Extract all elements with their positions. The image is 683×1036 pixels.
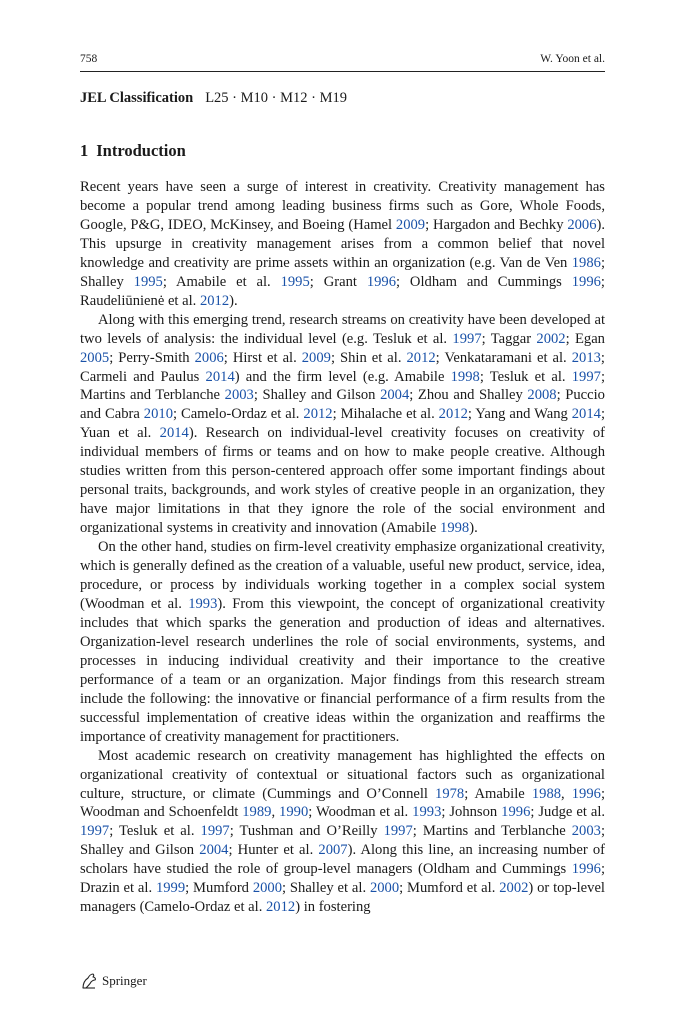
citation-year-link[interactable]: 2004: [380, 387, 410, 404]
paragraph: [80, 747, 605, 918]
citation-year-link[interactable]: 2009: [395, 216, 426, 233]
citation-year-link[interactable]: 2004: [199, 842, 229, 859]
paragraph-text: ; Hargadon and Bechky: [425, 216, 568, 233]
section-title: Introduction: [96, 141, 186, 160]
paragraph-text: ; Egan: [565, 330, 605, 347]
citation-year-link[interactable]: 2012: [438, 406, 468, 423]
citation-year-link[interactable]: 1990: [279, 804, 309, 821]
citation-year-link[interactable]: 1998: [450, 368, 480, 385]
citation-year-link[interactable]: 2013: [571, 349, 601, 366]
citation-year-link[interactable]: 2000: [252, 880, 283, 897]
citation-year-link[interactable]: 2008: [527, 387, 557, 404]
citation-year-link[interactable]: 1993: [412, 804, 442, 821]
citation-year-link[interactable]: 1997: [200, 823, 230, 840]
paragraph-text: ; Grant: [309, 273, 367, 290]
citation-year-link[interactable]: 2014: [571, 406, 601, 423]
footer: [80, 972, 147, 990]
jel-codes: L25 · M10 · M12 · M19: [205, 90, 347, 106]
paragraph-text: ; Amabile: [464, 785, 532, 802]
section-number: 1: [80, 141, 89, 160]
paragraph-text: ; Yuan et al.: [80, 406, 605, 442]
citation-year-link[interactable]: 1996: [366, 273, 396, 290]
paragraph-text: ) in fostering: [295, 899, 371, 916]
paragraph-text: ; Puccio and Cabra: [80, 387, 605, 423]
citation-year-link[interactable]: 2014: [205, 368, 235, 385]
header-rule: [80, 71, 605, 72]
paragraph-text: ; Camelo-Ordaz et al.: [172, 406, 304, 423]
citation-year-link[interactable]: 1995: [280, 273, 310, 290]
citation-year-link[interactable]: 2010: [143, 406, 173, 423]
paragraph-text: ; Tesluk et al.: [109, 823, 201, 840]
paragraph-text: ; Yang and Wang: [467, 406, 572, 423]
paragraph-text: ; Shalley and Gilson: [253, 387, 381, 404]
citation-year-link[interactable]: 2002: [499, 880, 529, 897]
paragraph-text: ). Along this line, an increasing number of scholars have studied the role of group-level managers (Oldham and Cummings: [80, 842, 606, 878]
paragraph-text: ).: [469, 520, 478, 537]
paragraph-text: ; Mihalache et al.: [332, 406, 439, 423]
citation-year-link[interactable]: 2007: [318, 842, 348, 859]
citation-year-link[interactable]: 2002: [536, 330, 566, 347]
citation-year-link[interactable]: 1997: [452, 330, 482, 347]
paragraph-text: ,: [271, 804, 280, 821]
paragraph-text: ; Carmeli and Paulus: [80, 349, 605, 385]
paragraph-text: ; Amabile et al.: [162, 273, 281, 290]
paragraph-text: On the other hand, studies on firm-level creativity emphasize organizational creativity, which is generally defined as the creation of a valuable, useful new product, service, idea, procedure, or process by individuals working together in a complex social system (Woodman et al.: [80, 539, 605, 612]
paragraph-text: ; Raudeliūnienė et al.: [80, 273, 605, 309]
springer-horse-icon: [80, 972, 98, 990]
paragraph-text: Recent years have seen a surge of interest in creativity. Creativity management has become a popular trend among leading business firms such as Gore, Whole Foods, Google, P&G, IDEO, McKinsey, and Boeing (Hamel: [80, 179, 605, 233]
paragraph-text: ; Judge et al.: [530, 804, 606, 821]
paragraph-text: ; Mumford: [185, 880, 253, 897]
citation-year-link[interactable]: 2006: [567, 216, 597, 233]
citation-year-link[interactable]: 1988: [531, 785, 562, 802]
paragraph-text: ). Research on individual-level creativity focuses on creativity of individual members of firms or teams and on how to make people creative. Although studies written from this person-centered approach offer some important findings about personal traits, backgrounds, and work styles of creative people in an organization, they have major limitations in that they ignore the role of the social environment and organizational systems in creativity and innovation (Amabile: [80, 425, 605, 537]
citation-year-link[interactable]: 1986: [571, 254, 601, 271]
paragraph-text: ,: [561, 785, 572, 802]
paragraph-text: ; Oldham and Cummings: [396, 273, 572, 290]
citation-year-link[interactable]: 2012: [406, 349, 436, 366]
paragraph-text: ; Mumford et al.: [399, 880, 500, 897]
citation-year-link[interactable]: 2012: [199, 292, 230, 309]
paragraph-text: ; Martins and Terblanche: [412, 823, 572, 840]
paragraph-text: ; Woodman et al.: [308, 804, 413, 821]
paragraph-text: ; Shalley and Gilson: [80, 823, 605, 859]
paragraph-text: ; Tesluk et al.: [479, 368, 572, 385]
citation-year-link[interactable]: 1993: [188, 595, 218, 612]
paragraph-text: ). This upsurge in creativity management arises from a common belief that novel knowledge and creativity are prime assets within an organization (e.g. Van de Ven: [80, 216, 606, 271]
citation-year-link[interactable]: 2003: [571, 823, 601, 840]
paragraph: [80, 538, 605, 746]
citation-year-link[interactable]: 2005: [80, 349, 110, 366]
citation-year-link[interactable]: 2012: [303, 406, 333, 423]
paragraph-text: ) and the firm level (e.g. Amabile: [234, 368, 451, 385]
paragraph-text: ; Hirst et al.: [223, 349, 302, 366]
paragraph-text: ) or top-level managers (Camelo-Ordaz et al.: [80, 880, 605, 916]
citation-year-link[interactable]: 1997: [383, 823, 413, 840]
paragraph-text: ; Perry-Smith: [109, 349, 195, 366]
paragraph-text: ; Zhou and Shalley: [409, 387, 528, 404]
citation-year-link[interactable]: 1996: [571, 861, 601, 878]
paragraph-text: ; Shalley: [80, 254, 605, 290]
section-heading: [80, 141, 186, 161]
paragraph-text: ; Johnson: [441, 804, 502, 821]
citation-year-link[interactable]: 1989: [242, 804, 272, 821]
body-text: [80, 178, 605, 917]
paragraph-text: ; Drazin et al.: [80, 861, 605, 897]
paragraph-text: ; Tushman and O’Reilly: [229, 823, 384, 840]
citation-year-link[interactable]: 1997: [80, 823, 110, 840]
paragraph-text: ; Venkataramani et al.: [435, 349, 572, 366]
paragraph-text: ).: [229, 292, 238, 309]
jel-label: JEL Classification: [80, 90, 194, 106]
citation-year-link[interactable]: 2014: [159, 425, 189, 442]
paragraph-text: Along with this emerging trend, research streams on creativity have been developed at two levels of analysis: the individual level (e.g. Tesluk et al.: [80, 311, 605, 347]
paragraph-text: ; Hunter et al.: [228, 842, 319, 859]
page-number: 758: [80, 53, 98, 65]
citation-year-link[interactable]: 1996: [501, 804, 531, 821]
paragraph-text: ; Shin et al.: [330, 349, 407, 366]
paragraph-text: ; Woodman and Schoenfeldt: [80, 785, 605, 821]
paragraph-text: Most academic research on creativity management has highlighted the effects on organizational creativity of contextual or situational factors such as organizational culture, structure, or climate (Cummings and O’Connell: [80, 747, 605, 802]
paragraph: [80, 311, 605, 538]
paragraph: [80, 178, 605, 311]
jel-classification: [80, 90, 347, 107]
paragraph-text: ). From this viewpoint, the concept of organizational creativity includes that which sparks the generation and production of ideas and alternatives. Organization-level research underlines the role of social environments, systems, and processes in inducing individual creativity and their importance to the creative performance of a team or an organization. Major findings from this research stream include the following: the innovative or financial performance of a firm results from the successful implementation of creative ideas within the organization and reaffirms the importance of creativity management for practitioners.: [80, 595, 605, 745]
citation-year-link[interactable]: 2012: [266, 899, 296, 916]
citation-year-link[interactable]: 1996: [571, 785, 601, 802]
citation-year-link[interactable]: 2006: [194, 349, 224, 366]
citation-year-link[interactable]: 2000: [369, 880, 400, 897]
citation-year-link[interactable]: 1999: [155, 880, 186, 897]
paragraph-text: ; Taggar: [481, 330, 537, 347]
citation-year-link[interactable]: 1978: [435, 785, 465, 802]
citation-year-link[interactable]: 1996: [571, 273, 601, 290]
citation-year-link[interactable]: 2009: [301, 349, 331, 366]
publisher-name: Springer: [102, 973, 147, 988]
citation-year-link[interactable]: 1995: [133, 273, 163, 290]
paragraph-text: ; Shalley et al.: [282, 880, 370, 897]
citation-year-link[interactable]: 1997: [571, 368, 601, 385]
paragraph-text: ; Martins and Terblanche: [80, 368, 605, 404]
citation-year-link[interactable]: 2003: [224, 387, 254, 404]
citation-year-link[interactable]: 1998: [440, 520, 470, 537]
running-authors: W. Yoon et al.: [540, 53, 605, 65]
running-head: [80, 53, 605, 69]
